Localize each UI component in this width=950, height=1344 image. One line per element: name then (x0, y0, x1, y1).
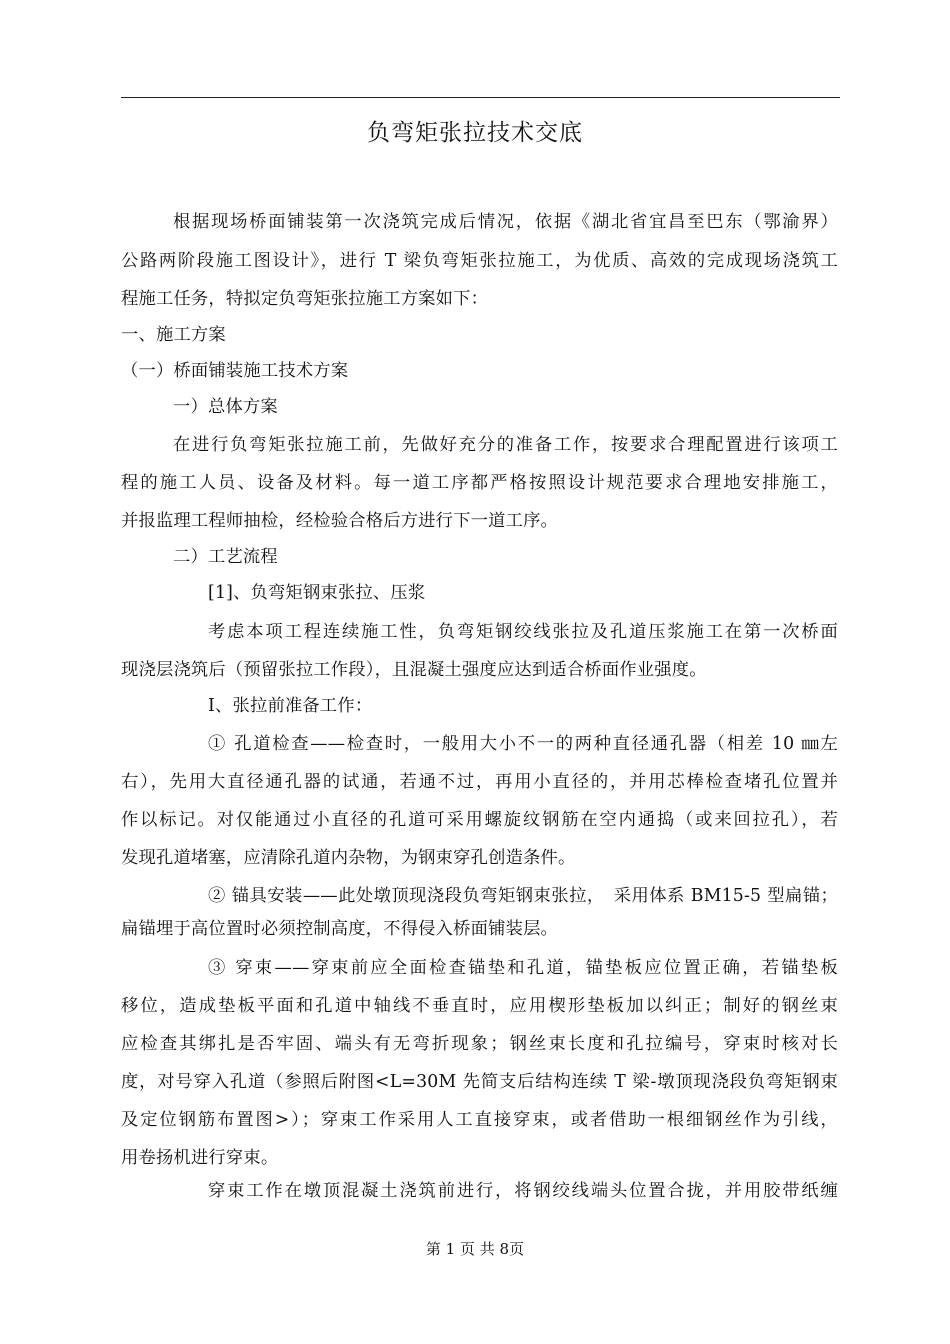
text-line: 应检查其绑扎是否牢固、端头有无弯折现象；钢丝束长度和孔拉编号，穿束时核对长 (121, 1034, 838, 1053)
text-line: 发现孔道堵塞，应清除孔道内杂物，为钢束穿孔创造条件。 (121, 848, 576, 868)
text-line: 程的施工人员、设备及材料。每一道工序都严格按照设计规范要求合理地安排施工， (121, 473, 838, 492)
text-line: 用卷扬机进行穿束。 (121, 1148, 279, 1168)
document-title: 负弯矩张拉技术交底 (367, 120, 583, 146)
text-line: 程施工任务，特拟定负弯矩张拉施工方案如下： (121, 289, 489, 309)
text-line: 作以标记。对仅能通过小直径的孔道可采用螺旋纹钢筋在空内通捣（或来回拉孔），若 (121, 810, 838, 829)
subsection-heading: 二）工艺流程 (173, 547, 278, 567)
header-rule (121, 97, 840, 98)
subsection-heading: 一）总体方案 (173, 397, 278, 417)
text-line: 在进行负弯矩张拉施工前，先做好充分的准备工作，按要求合理配置进行该项工 (173, 435, 838, 454)
section-heading: 一、施工方案 (121, 325, 226, 345)
text-line: 右），先用大直径通孔器的试通，若通不过，再用小直径的，并用芯棒检查堵孔位置并 (121, 772, 838, 791)
text-line: 穿束工作在墩顶混凝土浇筑前进行，将钢绞线端头位置合拢，并用胶带纸缠 (208, 1181, 838, 1200)
text-line: ① 孔道检查——检查时，一般用大小不一的两种直径通孔器（相差 10 ㎜左 (208, 734, 838, 753)
text-line: 根据现场桥面铺装第一次浇筑完成后情况，依据《湖北省宜昌至巴东（鄂渝界） (173, 212, 838, 231)
text-line: ② 锚具安装——此处墩顶现浇段负弯矩钢束张拉， 采用体系 BM15-5 型扁锚； (208, 886, 838, 905)
text-line: 并报监理工程师抽检，经检验合格后方进行下一道工序。 (121, 511, 559, 531)
page-footer: 第 1 页 共 8页 (425, 1240, 525, 1258)
section-heading: （一）桥面铺装施工技术方案 (121, 361, 349, 381)
text-line: 现浇层浇筑后（预留张拉工作段），且混凝土强度应达到适合桥面作业强度。 (121, 660, 707, 680)
text-line: 移位，造成垫板平面和孔道中轴线不垂直时，应用楔形垫板加以纠正；制好的钢丝束 (121, 996, 838, 1015)
text-line: ③ 穿束——穿束前应全面检查锚垫和孔道，锚垫板应位置正确，若锚垫板 (208, 958, 838, 977)
subsection-heading: Ⅰ、张拉前准备工作： (208, 696, 373, 716)
text-line: 度，对号穿入孔道（参照后附图<L=30M 先简支后结构连续 T 梁-墩顶现浇段负弯矩钢束 (121, 1072, 838, 1091)
text-line: 及定位钢筋布置图>）；穿束工作采用人工直接穿束，或者借助一根细钢丝作为引线， (121, 1110, 838, 1129)
text-line: 考虑本项工程连续施工性，负弯矩钢绞线张拉及孔道压浆施工在第一次桥面 (208, 622, 838, 641)
subsection-heading: [1]、负弯矩钢束张拉、压浆 (208, 583, 426, 603)
text-line: 公路两阶段施工图设计》，进行 T 梁负弯矩张拉施工，为优质、高效的完成现场浇筑工 (121, 251, 838, 270)
text-line: 扁锚埋于高位置时必须控制高度，不得侵入桥面铺装层。 (121, 919, 559, 939)
